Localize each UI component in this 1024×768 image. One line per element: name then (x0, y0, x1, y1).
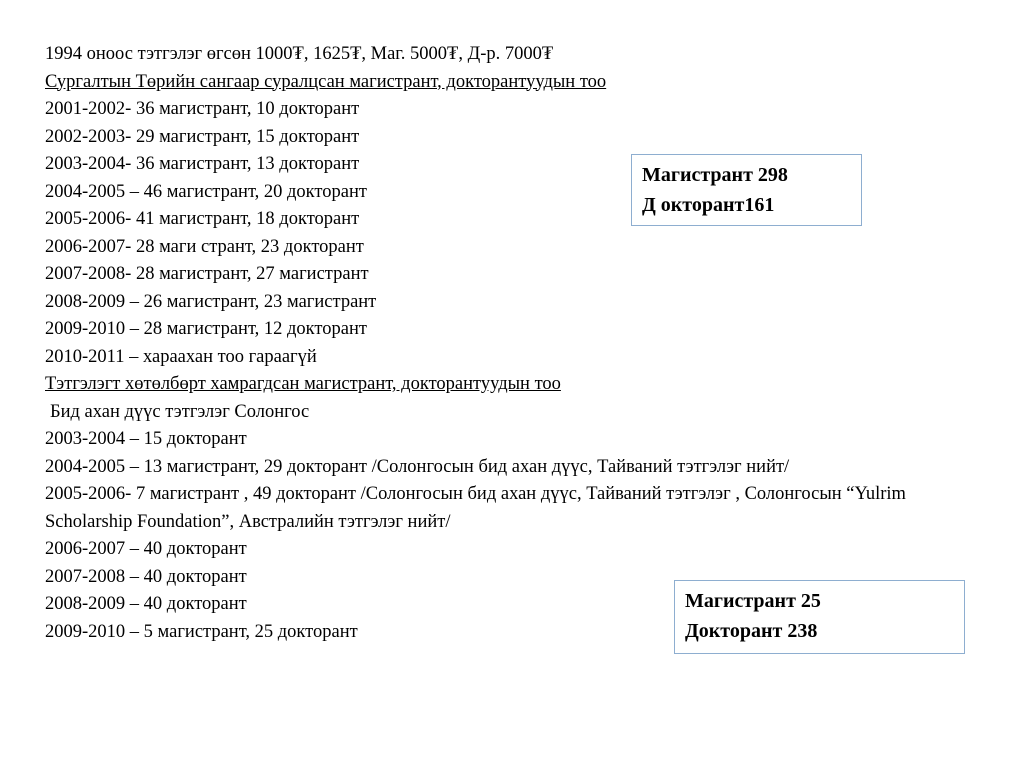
state-fund-row-2010: 2010-2011 – хараахан тоо гараагүй (45, 346, 317, 367)
scholarship-program-heading: Тэтгэлэгт хөтөлбөрт хамрагдсан магистрант, докторантуудын тоо (45, 374, 561, 394)
scholarship-doctoral-total: Докторант 238 (685, 620, 818, 642)
program-row-2008: 2008-2009 – 40 докторант (45, 594, 247, 614)
state-fund-heading: Сургалтын Төрийн сангаар суралцсан магистрант, докторантуудын тоо (45, 71, 607, 92)
scholarship-master-total: Магистрант 25 (685, 590, 821, 612)
program-row-2004: 2004-2005 – 13 магистрант, 29 докторант /Солонгосын бид ахан дүүс, Тайваний тэтгэлэг нийт/ (45, 456, 790, 477)
state-fund-row-2001: 2001-2002- 36 магистрант, 10 докторант (45, 99, 360, 119)
program-row-2007: 2007-2008 – 40 докторант (45, 566, 247, 587)
program-row-2006: 2006-2007 – 40 докторант (45, 539, 247, 559)
state-fund-row-2002: 2002-2003- 29 магистрант, 15 докторант (45, 126, 360, 147)
state-fund-total-box (631, 154, 862, 226)
program-row-2005: 2005-2006- 7 магистрант , 49 докторант /Солонгосын бид ахан дүүс, Тайваний тэтгэлэг , Солонгосын “Yulrim Scholarship Foundation”, Австралийн тэтгэлэг нийт/ (45, 484, 906, 532)
state-fund-row-2004: 2004-2005 – 46 магистрант, 20 докторант (45, 181, 367, 202)
state-fund-row-2003: 2003-2004- 36 магистрант, 13 докторант (45, 154, 360, 174)
state-fund-row-2007: 2007-2008- 28 магистрант, 27 магистрант (45, 264, 369, 284)
state-fund-row-2008: 2008-2009 – 26 магистрант, 23 магистрант (45, 291, 377, 312)
program-row-2003: 2003-2004 – 15 докторант (45, 429, 247, 449)
scholarship-amounts-line: 1994 оноос тэтгэлэг өгсөн 1000₮, 1625₮, Маг. 5000₮, Д-р. 7000₮ (45, 44, 554, 64)
state-fund-row-2005: 2005-2006- 41 магистрант, 18 докторант (45, 209, 360, 229)
total-doctoral-students: Д окторант161 (642, 194, 775, 216)
state-fund-row-2009: 2009-2010 – 28 магистрант, 12 докторант (45, 319, 367, 339)
slide-text-body (45, 41, 945, 646)
brothers-scholarship-subheading: Бид ахан дүүс тэтгэлэг Солонгос (50, 401, 310, 422)
scholarship-total-box (674, 580, 965, 654)
state-fund-row-2006: 2006-2007- 28 маги странт, 23 докторант (45, 236, 364, 257)
total-master-students: Магистрант 298 (642, 164, 788, 186)
program-row-2009: 2009-2010 – 5 магистрант, 25 докторант (45, 621, 358, 642)
